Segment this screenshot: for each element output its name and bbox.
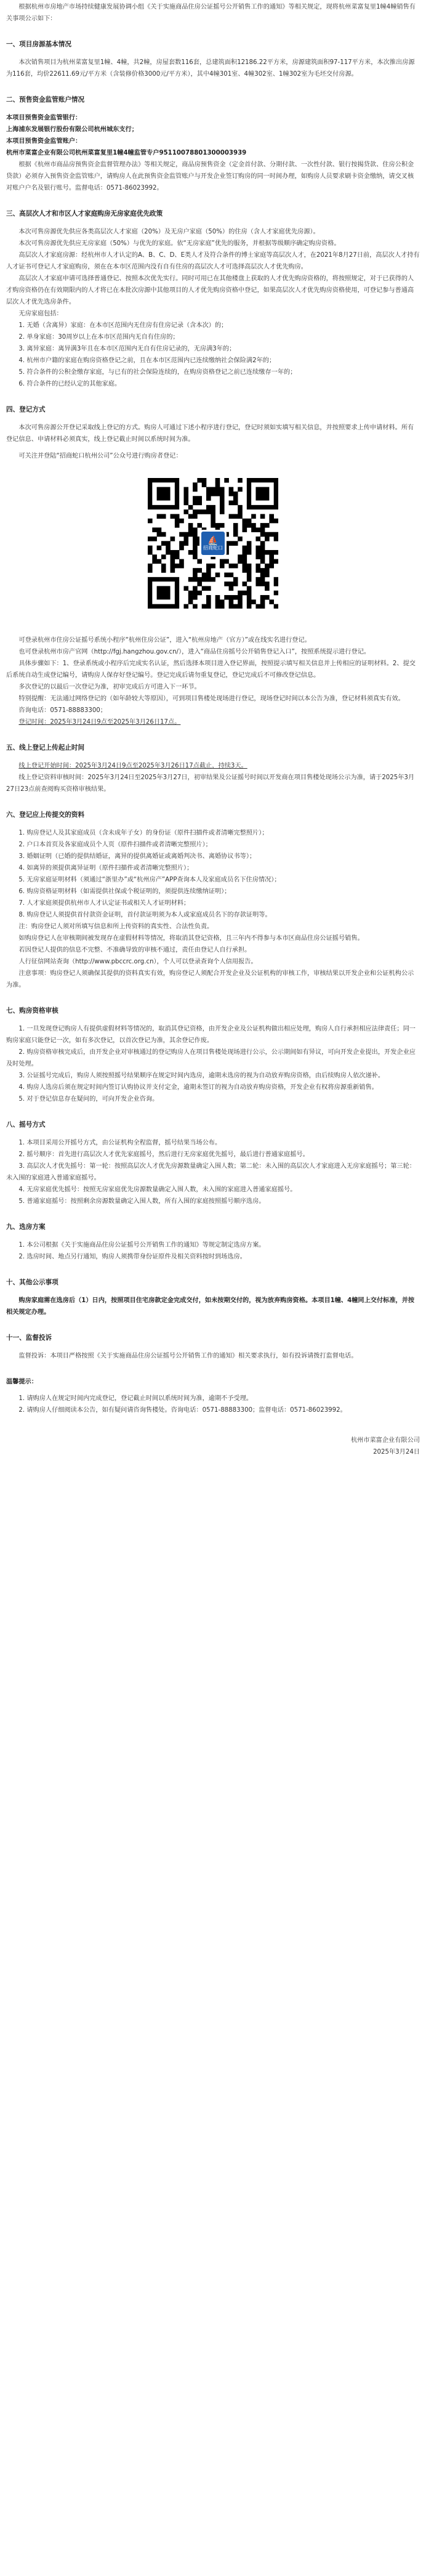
- list-item: 4. 如离异的须提供离异证明（原件扫描件或者清晰完整照片）；: [18, 865, 193, 872]
- section-8-p2: 2. 摇号顺序：首先进行高层次人才优先家庭摇号，然后进行无房家庭优先摇号，最后进行普通家庭摇号。: [18, 1151, 309, 1158]
- section-8-p3: 3. 高层次人才优先摇号：第一轮：按照高层次人才优先房源数量确定入围人数；第二轮：未入围的高层次人才家庭进入无房家庭摇号；第三轮：未入围的家庭进入普通家庭摇号。: [6, 1163, 416, 1181]
- section-4-p6: 多次登记的以最后一次登记为准，初审完成后方可进入下一环节。: [18, 684, 201, 691]
- section-7-p4: 4. 购房人选房后须在规定时间内签订认购协议并支付定金，逾期未签订的视为自动放弃购房资格，开发企业有权将房源重新销售。: [18, 1084, 378, 1091]
- account-label: 本项目预售资金监管账户：: [6, 138, 82, 145]
- section-7-p5: 5. 对于登记信息存在疑问的，可向开发企业咨询。: [18, 1096, 159, 1103]
- section-6-note-5: 注意事项：购房登记人须确保其提供的资料真实有效，购房登记人须配合开发企业及公证机构的审核工作，审核结果以开发企业和公证机构公示为准。: [6, 970, 414, 989]
- warm-tip-title: 温馨提示：: [6, 1379, 38, 1385]
- section-3-p5: 无房家庭包括：: [18, 310, 63, 317]
- section-1-body: 本次销售项目为杭州菜富复里1幢、4幢，共2幢，房屋套数116套，总建筑面积12186.22平方米，房源建筑面积97-117平方米，本次推出房源为116套，均价22611.69元/平方米（含装修价格3000元/平方米），其中4幢301室、4幢302室、1幢302室为毛坯交付房源。: [6, 59, 415, 78]
- section-8-p1: 1. 本项目采用公开摇号方式，由公证机构全程监督，摇号结果当场公布。: [18, 1140, 222, 1146]
- list-item: 2. 单身家庭：30周岁以上在本市区范围内无自有住房的；: [18, 334, 179, 341]
- section-5-p1: 线上登记开始时间：2025年3月24日9点至2025年3月26日17点截止，持续3天。: [18, 763, 247, 769]
- section-10-title: 十、其他公示事项: [6, 1279, 58, 1286]
- registration-time: 登记时间：2025年3月24日9点至2025年3月26日17点。: [18, 719, 181, 726]
- list-item: 4. 杭州市户籍的家庭在购房资格登记之前，且在本市区范围内已连续缴纳社会保险满2年的；: [18, 357, 276, 364]
- qr-logo: [199, 530, 227, 557]
- section-3-p2: 本次可售房源优先供应无房家庭（50%）与优先的家庭。依“无房家庭”优先的服务，并根据等级顺序确定购房资格。: [18, 240, 340, 247]
- list-item: 6. 购房资格证明材料（如需提供社保或个税证明的，须提供连续缴纳证明）；: [18, 888, 231, 895]
- section-9-p1: 1. 本公司根据《关于实施商品住房公证摇号公开销售工作的通知》等规定制定选房方案。: [18, 1242, 265, 1249]
- section-4-p4: 也可登录杭州市房产官网（http://fgj.hangzhou.gov.cn/），进入“商品住房摇号公开销售登记入口”，按照系统提示进行登记。: [18, 649, 371, 655]
- section-8: [6, 1119, 420, 1207]
- consult-phone: 咨询电话：0571-88883300；: [18, 707, 107, 714]
- list-item: 6. 符合条件的已经认定的其他家庭。: [18, 381, 121, 387]
- list-item: 5. 无房家庭证明材料（须通过“浙里办”或“杭州房产”APP查询本人及家庭成员名下住房情况）；: [18, 877, 281, 883]
- list-item: 1. 无婚（含离异）家庭：在本市区范围内无住房有住房记录（含本次）的；: [18, 322, 228, 329]
- section-11: [6, 1332, 420, 1416]
- announcement-date: 2025年3月24日: [373, 1449, 420, 1456]
- section-3-title: 三、高层次人才和市区人才家庭购房无房家庭优先政策: [6, 210, 163, 217]
- list-item: 3. 婚姻证明（已婚的提供结婚证，离异的提供离婚证或离婚判决书、离婚协议书等）；: [18, 853, 256, 860]
- section-11-title: 十一、监督投诉: [6, 1334, 52, 1342]
- section-1: [6, 39, 420, 80]
- section-5-title: 五、线上登记上传起止时间: [6, 744, 85, 751]
- section-10: [6, 1277, 420, 1318]
- list-item: 5. 符合条件的公积金缴存家庭，与已有的社会保险连续的，在购房资格登记之前已连续缴存一年的；: [18, 369, 297, 376]
- section-3-p1: 本次可售房源优先供应各类高层次人才家庭（20%）及无房户家庭（50%）的住房（含人才家庭优先房源）。: [18, 229, 320, 235]
- intro-paragraph: 根据杭州市房地产市场持续健康发展协调小组《关于实施商品住房公证摇号公开销售工作的通知》等相关规定，现将杭州菜富复里1幢4幢销售有关事项公示如下：: [6, 4, 416, 22]
- section-6-note-3: 若因登记人提供的信息不完整、不准确导致的审核不通过，责任由登记人自行承担。: [18, 947, 251, 954]
- section-8-p4: 4. 无房家庭优先摇号：按照无房家庭优先房源数量确定入围人数，未入围的家庭进入普通家庭摇号。: [18, 1186, 297, 1193]
- list-item: 2. 户口本首页及各家庭成员个人页（原件扫描件或者清晰完整照片）；: [18, 841, 212, 848]
- registration-qr-code[interactable]: [148, 478, 278, 609]
- bank-name: 上海浦东发展银行股份有限公司杭州城东支行；: [6, 126, 138, 133]
- section-11-p1: 监督投诉：本项目严格按照《关于实施商品住房公证摇号公开销售工作的通知》相关要求执行，如有投诉请拨打监督电话。: [18, 1353, 358, 1359]
- ship-icon: ⛵: [207, 536, 219, 546]
- section-6: [6, 809, 420, 991]
- section-9-p2: 2. 选房时间、地点另行通知，购房人须携带身份证原件及相关资料按时到场选房。: [18, 1254, 246, 1260]
- section-4-p5: 具体步骤如下：1、登录系统或小程序后完成实名认证，然后选择本项目进入登记界面，按照提示填写相关信息并上传相应的证明材料。2、提交后系统自动生成登记编号，请购房人保存好登记编号。登记完成后请勿重复登记，登记完成后不可修改登记信息。: [6, 660, 416, 679]
- section-7-p1: 1. 一旦发现登记购房人有提供虚假材料等情况的，取消其登记资格，由开发企业及公证机构做出相应处理，购房人自行承担相应法律责任；同一购房家庭只能登记一次，如有多次登记，以首次登记为准，其余登记作废。: [6, 1026, 416, 1044]
- section-4-p1: 本次可售房源公开登记采取线上登记的方式。购房人可通过下述小程序进行登记，登记时须如实填写相关信息，并按照要求上传申请材料。所有登记信息、申请材料必须真实，线上登记截止时间以系统时间为准。: [6, 424, 414, 443]
- section-2-title: 二、预售资金监管账户情况: [6, 96, 85, 103]
- section-4: [6, 404, 420, 728]
- section-1-title: 一、项目房源基本情况: [6, 41, 71, 48]
- section-7-p3: 3. 公证摇号完成后，购房人须按照摇号结果顺序在规定时间内选房，逾期未选房的视为自动放弃购房资格，由后续购房人依次递补。: [18, 1072, 385, 1079]
- section-10-p1: 购房家庭需在选房后（1）日内，按照项目住宅房款定金完成交付，如未按期交付的，视为放弃购房资格。本项目1幢、4幢同上交付标准，并按相关规定办理。: [6, 1297, 415, 1316]
- section-2: [6, 94, 420, 194]
- list-item: 8. 购房登记人须提供首付款资金证明，首付款证明须为本人或家庭成员名下的存款证明等。: [18, 912, 271, 918]
- section-8-title: 八、摇号方式: [6, 1121, 46, 1128]
- list-item: 3. 离异家庭：离异满3年且在本市区范围内无自有住房记录的，无房满3年的；: [18, 346, 236, 352]
- signature-block: [6, 1435, 420, 1458]
- section-9-title: 九、选房方案: [6, 1223, 46, 1231]
- section-4-title: 四、登记方式: [6, 406, 46, 413]
- list-item: 7. 人才家庭须提供杭州市人才认定证书或相关人才证明材料；: [18, 900, 190, 907]
- account-number: 杭州市菜富企业有限公司杭州菜富复里1幢4幢监管专户95110078801300003939: [6, 150, 247, 156]
- bank-label: 本项目预售资金监管银行：: [6, 115, 82, 121]
- section-3: [6, 208, 420, 390]
- section-3-p3: 高层次人才家庭房源：经杭州市人才认定的A、B、C、D、E类人才及符合条件的博士家庭等高层次人才，在2021年8月27日前，高层次人才持有人才证书可登记人才家庭购房，须在在本市区范围内没有自有住房的高层次人才可选择高层次人才优先购房。: [6, 252, 420, 270]
- section-3-p4: 高层次人才家庭申请可选择普通登记、按照本次优先实行。同时可用已在其他楼盘上获取的人才优先购房资格的，将按照规定，对于已获得的人才购房资格仍在有效期限内的人才将已在本批次房源中其他项目的人才优先购房资格中登记，如果高层次人才优先购房资格使用，可登记参与普通高层次人才优先选房条件。: [6, 275, 414, 306]
- company-name: 杭州市菜富企业有限公司: [350, 1437, 420, 1444]
- section-6-title: 六、登记应上传提交的资料: [6, 811, 85, 819]
- section-2-body: 根据《杭州市商品房预售资金监督管理办法》等相关规定，商品房预售资金（定金首付款、分期付款、一次性付款、银行按揭贷款、住房公积金贷款）必须存入预售资金监管账户，请购房人在此预售资金监管账户与开发企业签订购房的同一时间办理，如购房人员要求刷卡资金缴纳，请交叉核对账户户名及银行账号。监督电话：0571-86023992。: [6, 161, 414, 192]
- section-9: [6, 1221, 420, 1263]
- warm-tip-1: 1. 请购房人在规定时间内完成登记，登记截止时间以系统时间为准，逾期不予受理。: [18, 1395, 253, 1402]
- qr-logo-text: 招商蛇口: [203, 545, 223, 551]
- section-4-p2: 可关注并登陆“招商蛇口杭州公司”公众号进行购房者登记：: [18, 453, 182, 460]
- section-6-note-4: 人行征信网站查询（http://www.pbccrc.org.cn），个人可以登录查询个人信用报告。: [18, 958, 257, 965]
- list-item: 1. 购房登记人及其家庭成员（含未成年子女）的身份证（原件扫描件或者清晰完整照片）；: [18, 830, 268, 836]
- section-5: [6, 742, 420, 795]
- section-5-p2: 线上登记资料审核时间：2025年3月24日至2025年3月27日，初审结果及公证摇号时间以开发商在项目售楼处现场公示为准，请于2025年3月27日23点前查阅购买资格审核结果。: [6, 774, 415, 793]
- section-6-note-2: 如购房登记人在审核期间被发现存在虚假材料等情况，将取消其登记资格，且三年内不得参与本市区商品住房公证摇号销售。: [18, 935, 364, 942]
- section-7-title: 七、购房资格审核: [6, 1007, 58, 1015]
- section-6-note-1: 注：购房登记人须对所填写信息和所上传资料的真实性、合法性负责。: [18, 923, 214, 930]
- section-8-p5: 5. 普通家庭摇号：按照剩余房源数量确定入围人数，所有入围的家庭按照摇号顺序选房。: [18, 1198, 265, 1205]
- section-7-p2: 2. 购房资格审核完成后，由开发企业对审核通过的登记购房人在项目售楼处现场进行公示，公示期间如有异议，可向开发企业提出，开发企业应及时处理。: [6, 1049, 416, 1067]
- section-4-p7: 特别提醒：无法通过网络登记的（如年龄较大等原因），可到项目售楼处现场进行登记，现场登记时间以本公告为准，登记材料须真实有效。: [18, 695, 404, 702]
- section-7: [6, 1005, 420, 1105]
- section-4-p3: 可登录杭州市住房公证摇号系统小程序“杭州住房公证”，进入“杭州房地产（官方）”或在线实名进行登记。: [18, 637, 311, 644]
- warm-tip-2: 2. 请购房人仔细阅读本公告，如有疑问请咨询售楼处。咨询电话：0571-88883300；监督电话：0571-86023992。: [18, 1407, 347, 1414]
